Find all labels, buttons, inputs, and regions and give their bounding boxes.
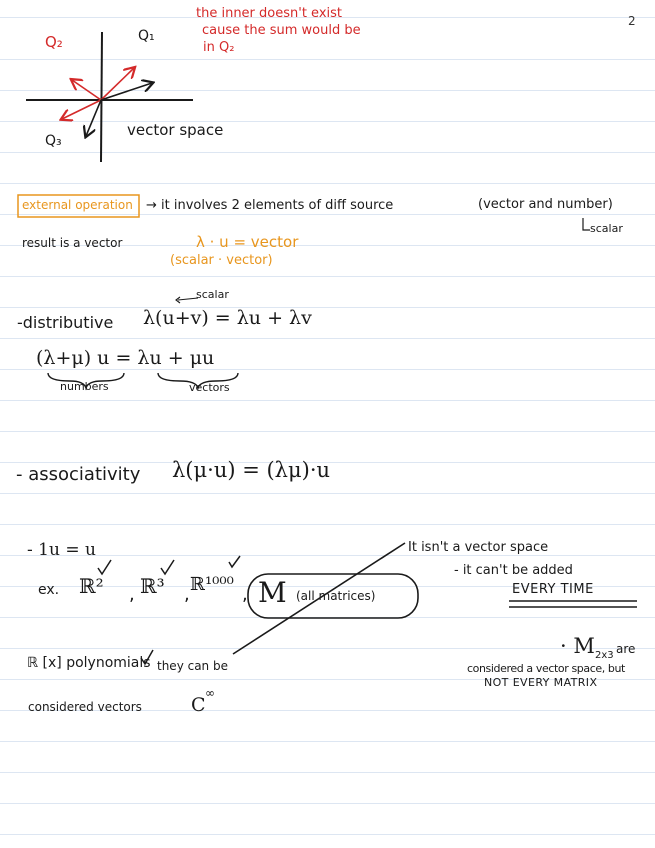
not-vector-space-text: It isn't a vector space [408, 540, 549, 555]
distributive-formula-1: λ(u+v) = λu + λv [143, 307, 312, 329]
scalar-sub-label: scalar [590, 222, 623, 235]
check-r3 [161, 560, 174, 574]
check-r2 [98, 560, 111, 574]
comma-1: , [129, 584, 135, 605]
result-label: result is a vector [22, 236, 123, 250]
scalar-note: scalar [196, 288, 229, 301]
ex-label: ex. [38, 582, 60, 598]
cant-be-added-text: - it can't be added [454, 563, 573, 578]
red-note-line-2: cause the sum would be [202, 23, 361, 38]
external-formula: λ · u = vector [196, 233, 299, 251]
m2x3-subscript: 2x3 [595, 650, 614, 661]
check-r1000 [229, 556, 240, 567]
every-time-text: EVERY TIME [512, 582, 594, 597]
c-infinity: C [191, 694, 206, 716]
r2-example: ℝ² [79, 574, 104, 598]
red-note-line-3: in Q₂ [203, 40, 235, 55]
q2-label: Q₂ [45, 33, 63, 51]
graph-caption: vector space [127, 121, 224, 139]
comma-2: , [184, 584, 190, 605]
not-every-matrix-text: NOT EVERY MATRIX [484, 676, 598, 689]
considered-vectors-text: considered vectors [28, 700, 142, 714]
m2x3-symbol: · M [560, 634, 595, 658]
considered-vs-text: considered a vector space, but [467, 662, 625, 675]
external-formula-sub: (scalar · vector) [170, 253, 273, 268]
m2x3-are: are [616, 642, 636, 656]
identity-formula: - 1u = u [27, 540, 96, 560]
polynomials-cont: they can be [157, 659, 228, 673]
r1000-example: ℝ¹⁰⁰⁰ [190, 574, 234, 595]
red-vector-up-left [72, 80, 101, 100]
external-operation-label: external operation [22, 198, 133, 212]
page-number: 2 [628, 14, 636, 28]
q1-label: Q₁ [138, 28, 155, 44]
red-vector-down-left [62, 100, 101, 119]
scalar-arrow [176, 297, 198, 303]
infinity-superscript: ∞ [205, 686, 215, 700]
vectors-label: vectors [189, 381, 230, 394]
external-paren-text: (vector and number) [478, 197, 613, 212]
scalar-pointer [583, 218, 590, 230]
q3-label: Q₃ [45, 133, 62, 149]
comma-3: , [242, 584, 248, 605]
r3-example: ℝ³ [140, 574, 165, 598]
matrices-symbol: M [258, 576, 287, 609]
red-note-line-1: the inner doesn't exist [196, 6, 342, 21]
y-axis [101, 32, 102, 162]
associativity-label: - associativity [16, 464, 141, 485]
distributive-label: -distributive [17, 313, 114, 332]
associativity-formula: λ(μ·u) = (λμ)·u [172, 458, 331, 482]
numbers-label: numbers [60, 380, 109, 393]
polynomials-label: ℝ [x] polynomials [27, 655, 151, 671]
external-arrow-text: → it involves 2 elements of diff source [146, 198, 394, 213]
distributive-formula-2: (λ+μ) u = λu + μu [36, 347, 215, 369]
matrices-label: (all matrices) [296, 589, 376, 603]
